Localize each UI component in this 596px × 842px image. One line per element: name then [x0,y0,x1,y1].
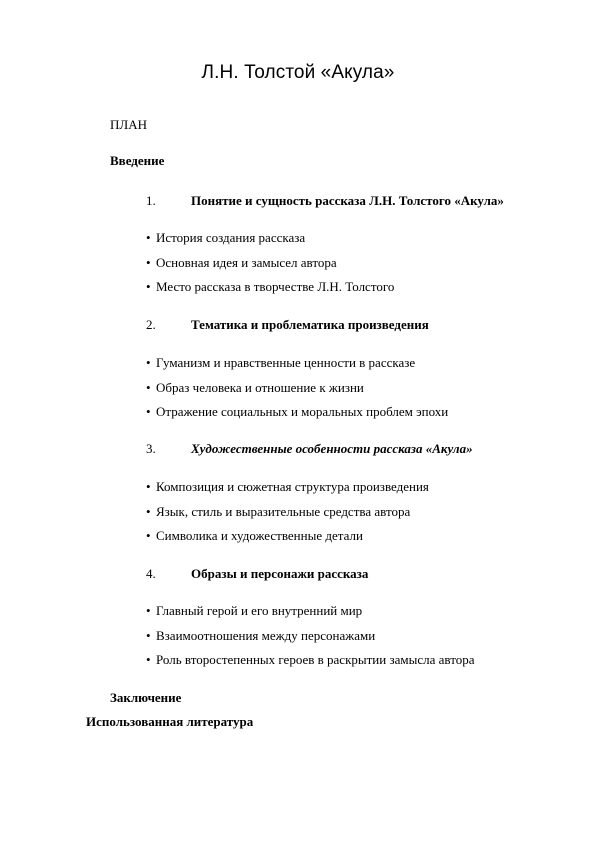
bullet-icon: • [146,627,151,643]
bullet-icon: • [146,652,151,667]
bullet-icon: • [146,230,151,245]
bullet-icon: • [146,503,151,519]
section-number: 3. [146,441,156,456]
bullet-icon: • [146,355,151,370]
section-number: 4. [146,566,156,581]
section-title: Образы и персонажи рассказа [191,566,369,581]
bullet-icon: • [146,279,151,294]
list-item: • Взаимоотношения между персонажами [146,627,376,643]
bullet-icon: • [146,404,151,419]
document-title: Л.Н. Толстой «Акула» [201,62,395,83]
list-item: • Главный герой и его внутренний мир [146,603,363,618]
bullet-list-2 [146,355,448,429]
list-item: • Символика и художественные детали [146,528,363,543]
bullet-icon: • [146,254,151,270]
section-title: Понятие и сущность рассказа Л.Н. Толстого «Акула» [191,193,504,208]
list-item: • Роль второстепенных героев в раскрытии замысла автора [146,652,475,667]
bullet-icon: • [146,379,151,395]
bullet-icon: • [146,603,151,618]
list-item: • Композиция и сюжетная структура произведения [146,479,429,494]
bullet-icon: • [146,479,151,494]
list-item: • Отражение социальных и моральных проблем эпохи [146,404,449,419]
section-heading-2 [146,317,429,333]
bullet-list-4 [146,603,474,677]
bullet-list-1 [146,230,394,304]
list-item: • История создания рассказа [146,230,306,245]
list-item: • Гуманизм и нравственные ценности в рассказе [146,355,416,370]
list-item: • Основная идея и замысел автора [146,254,337,270]
bullet-icon: • [146,528,151,543]
section-title: Тематика и проблематика произведения [191,317,429,332]
list-item: • Образ человека и отношение к жизни [146,379,364,395]
section-heading-4 [146,566,368,582]
list-item: • Место рассказа в творчестве Л.Н. Толстого [146,279,395,294]
list-item: • Язык, стиль и выразительные средства автора [146,503,411,519]
conclusion-heading: Заключение [110,690,182,705]
plan-label: ПЛАН [110,117,147,132]
section-heading-1 [146,193,504,209]
section-number: 1. [146,193,156,208]
introduction-heading: Введение [110,153,165,168]
literature-heading: Использованная литература [86,714,254,729]
section-title: Художественные особенности рассказа «Акула» [191,441,473,456]
section-number: 2. [146,317,156,332]
bullet-list-3 [146,479,429,553]
section-heading-3 [146,441,473,457]
